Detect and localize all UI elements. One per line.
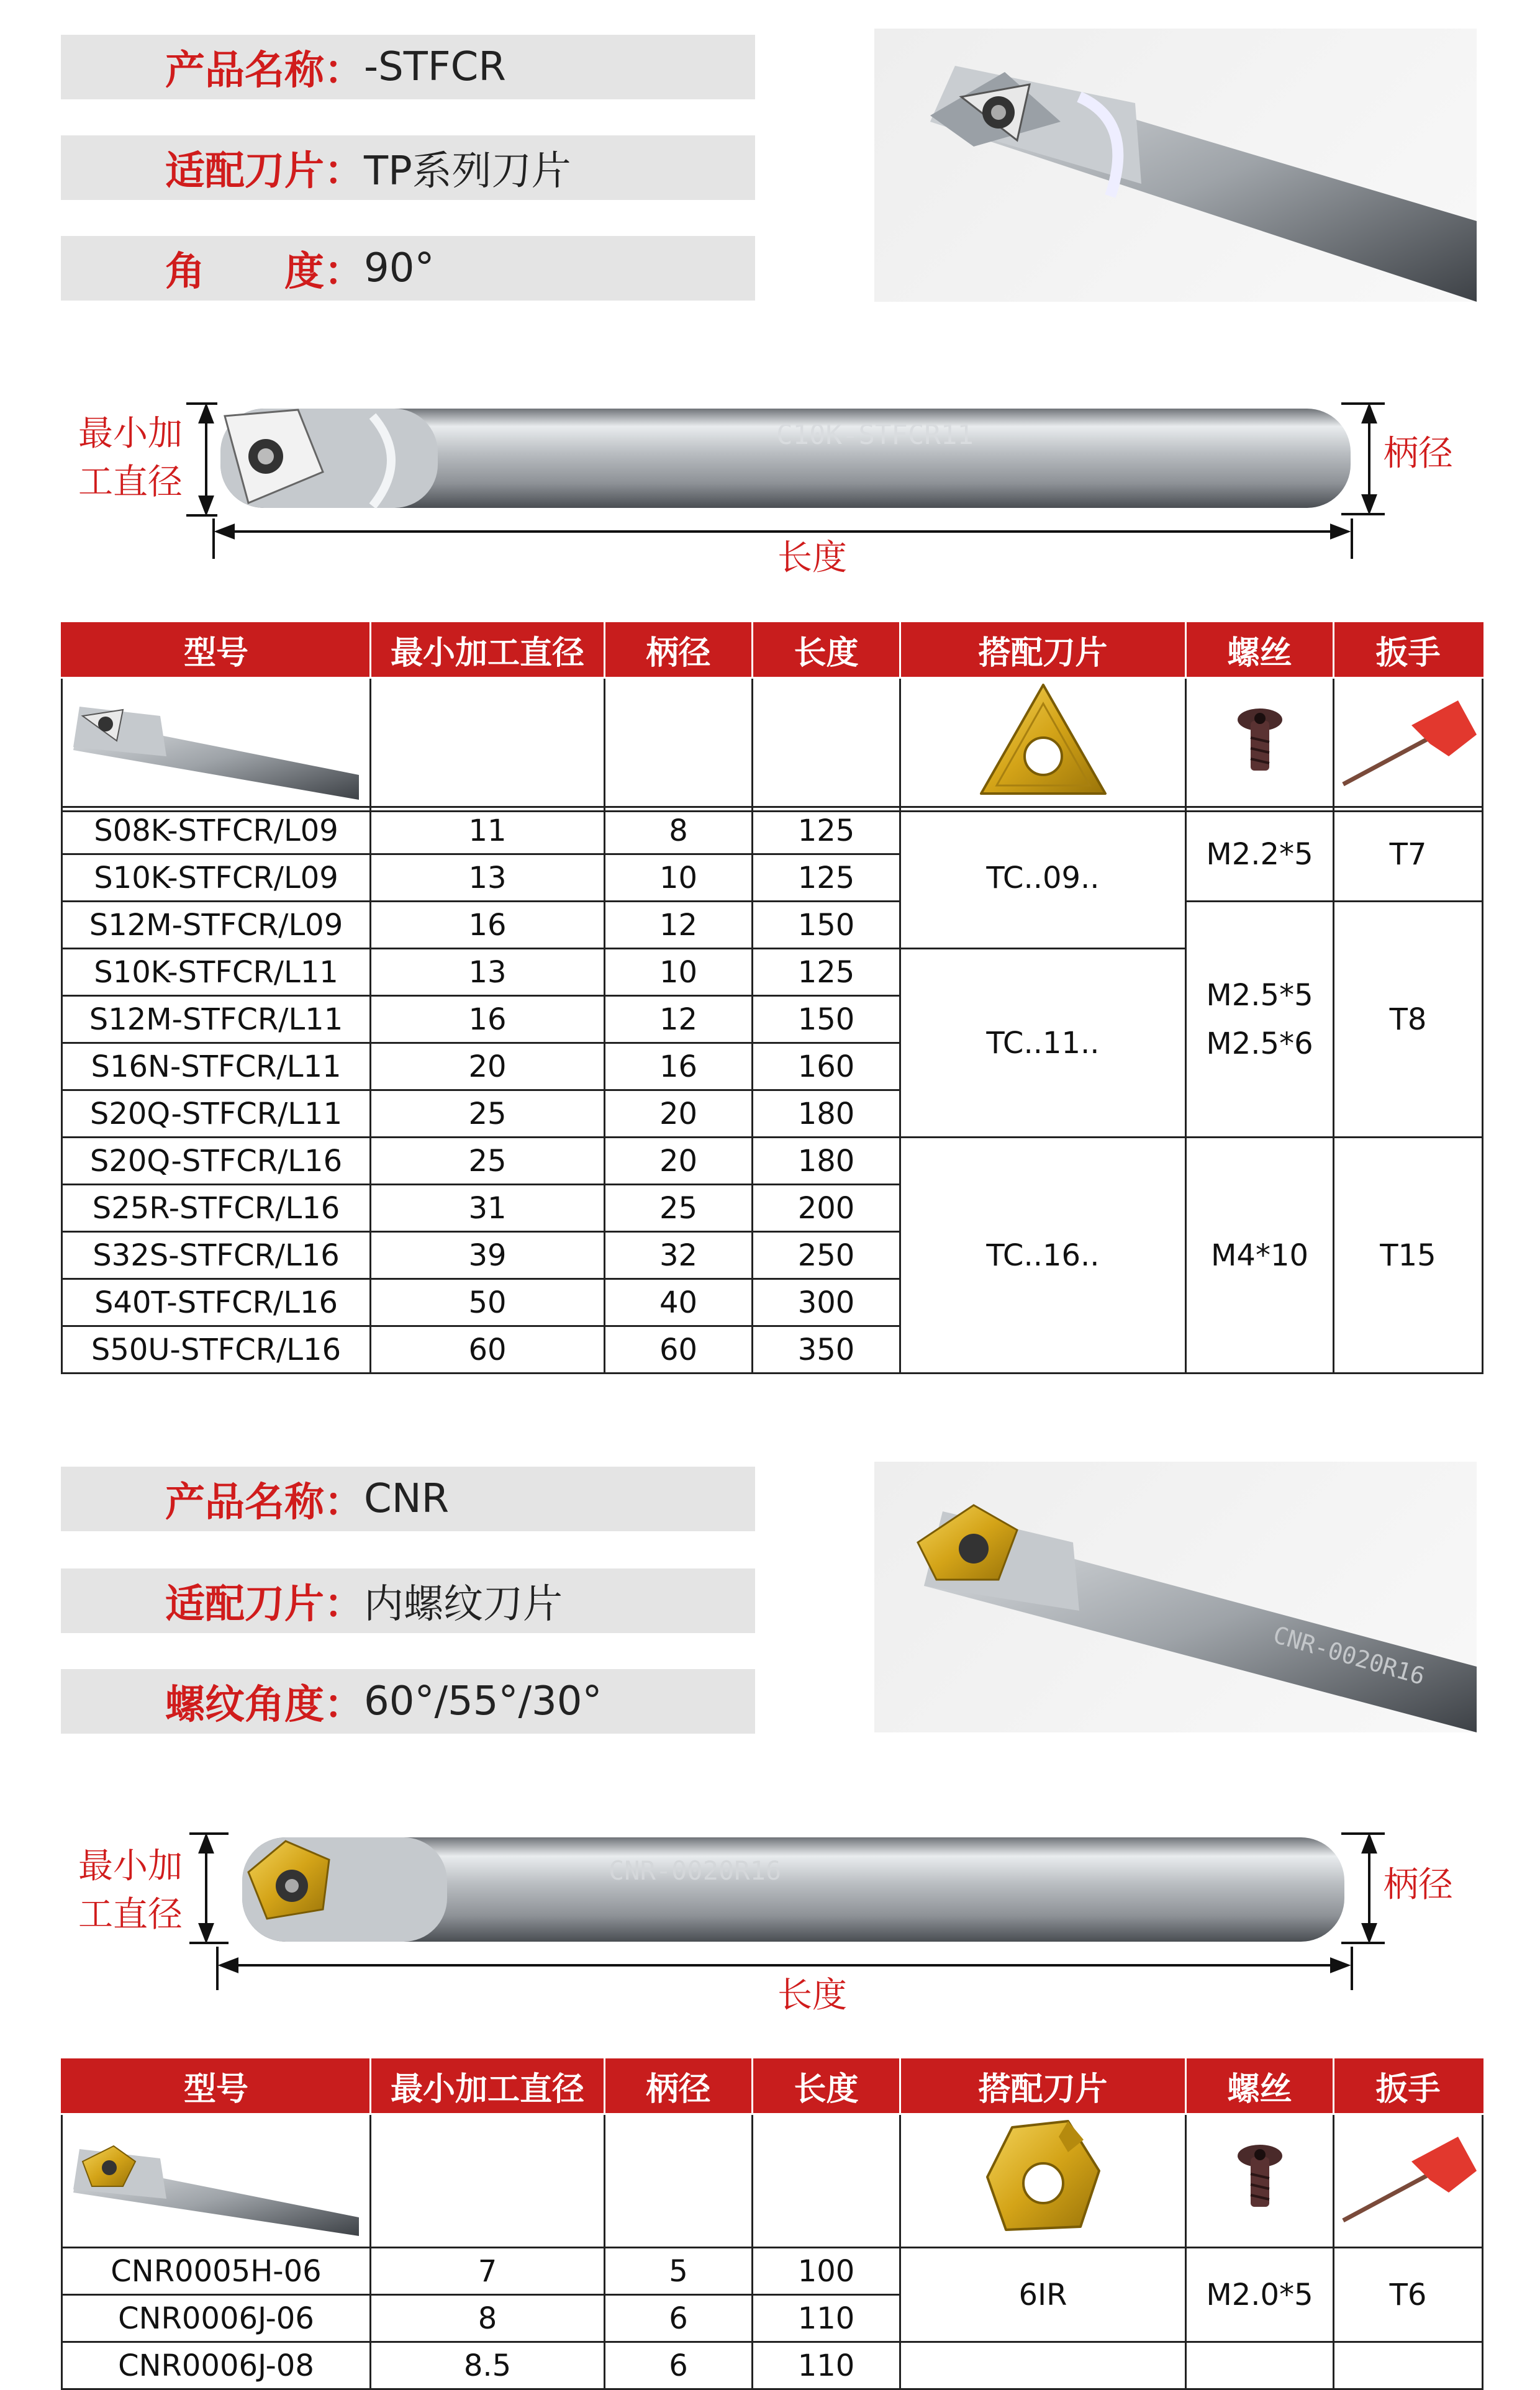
insert-image [900, 2114, 1186, 2248]
info-angle [61, 236, 755, 301]
table-header-row [62, 622, 1483, 678]
col-insert: 搭配刀片 [900, 622, 1186, 678]
shank-label: 柄径 [1384, 433, 1453, 474]
info-value: CNR [364, 1476, 450, 1522]
boring-bar-photo [874, 1462, 1477, 1732]
length-cell: 125 [753, 807, 900, 854]
model-cell: S10K-STFCR/L09 [62, 854, 371, 902]
screw-icon [1232, 704, 1288, 778]
table-header-row [62, 2058, 1483, 2114]
table-row [62, 2342, 1483, 2389]
screw-spec: M2.5*6 [1206, 1026, 1313, 1061]
info-thread-angle [61, 1669, 755, 1734]
info-value: 60°/55°/30° [364, 1678, 602, 1724]
bar-engraving: CNR-0020R16 [1270, 1621, 1428, 1691]
col-model: 型号 [62, 2058, 371, 2114]
model-cell: S25R-STFCR/L16 [62, 1185, 371, 1232]
length-label: 长度 [777, 538, 847, 578]
model-cell: S50U-STFCR/L16 [62, 1326, 371, 1374]
min-dia-cell: 31 [371, 1185, 605, 1232]
model-cell: S12M-STFCR/L11 [62, 996, 371, 1043]
col-length: 长度 [753, 2058, 900, 2114]
thread-insert-icon [975, 2115, 1112, 2239]
col-wrench: 扳手 [1334, 622, 1483, 678]
dimension-diagram [62, 1810, 1490, 2096]
model-cell: S08K-STFCR/L09 [62, 807, 371, 854]
length-cell: 180 [753, 1138, 900, 1185]
boring-bar-photo [67, 2118, 365, 2236]
min-dia-cell: 7 [371, 2248, 605, 2295]
info-product-name [61, 1467, 755, 1531]
shank-cell: 40 [605, 1279, 753, 1326]
insert-cell: 6IR [900, 2248, 1186, 2342]
screw-spec: M4*10 [1210, 1238, 1309, 1273]
model-cell: S10K-STFCR/L11 [62, 949, 371, 996]
shank-cell: 6 [605, 2342, 753, 2389]
spec-table-stfcr-data [61, 806, 1483, 1374]
info-label: 产品名称： [165, 1480, 364, 1526]
min-dia-cell: 25 [371, 1138, 605, 1185]
min-dia-cell: 39 [371, 1232, 605, 1279]
model-cell: S32S-STFCR/L16 [62, 1232, 371, 1279]
model-cell: CNR0006J-08 [62, 2342, 371, 2389]
length-cell: 300 [753, 1279, 900, 1326]
shank-cell: 32 [605, 1232, 753, 1279]
col-shank: 柄径 [605, 622, 753, 678]
col-shank: 柄径 [605, 2058, 753, 2114]
info-value: 内螺纹刀片 [364, 1582, 563, 1627]
screw-cell [1186, 1138, 1334, 1374]
col-screw: 螺丝 [1186, 622, 1334, 678]
screw-spec: M2.2*5 [1206, 836, 1313, 872]
col-screw: 螺丝 [1186, 2058, 1334, 2114]
torx-wrench-icon [1337, 688, 1480, 794]
info-label: 适配刀片： [165, 1582, 364, 1627]
screw-cell: M2.0*5 [1186, 2248, 1334, 2342]
length-cell: 110 [753, 2342, 900, 2389]
info-label: 产品名称： [165, 48, 364, 94]
min-dia-cell: 16 [371, 996, 605, 1043]
wrench-cell: T7 [1334, 807, 1483, 902]
triangle-insert-icon [975, 679, 1112, 803]
col-min-dia: 最小加工直径 [371, 2058, 605, 2114]
shank-label: 柄径 [1384, 1865, 1453, 1905]
col-length: 长度 [753, 622, 900, 678]
shank-cell: 10 [605, 949, 753, 996]
dimension-diagram [62, 379, 1490, 664]
insert-cell: TC..16.. [900, 1138, 1186, 1374]
length-label: 长度 [777, 1975, 847, 2016]
screw-spec: M2.5*5 [1206, 977, 1313, 1013]
screw-image [1186, 2114, 1334, 2248]
bar-thumbnail [62, 2114, 371, 2248]
length-cell: 150 [753, 996, 900, 1043]
insert-cell: TC..11.. [900, 949, 1186, 1138]
shank-cell: 25 [605, 1185, 753, 1232]
model-cell: S16N-STFCR/L11 [62, 1043, 371, 1090]
shank-cell: 6 [605, 2295, 753, 2342]
length-cell: 250 [753, 1232, 900, 1279]
torx-wrench-icon [1337, 2124, 1480, 2230]
bar-engraving: CNR-0020R16 [609, 1855, 782, 1886]
table-row [62, 2248, 1483, 2295]
min-dia-cell: 50 [371, 1279, 605, 1326]
length-cell: 150 [753, 902, 900, 949]
info-value: -STFCR [364, 44, 506, 90]
empty-cell [1186, 2342, 1334, 2389]
col-min-dia: 最小加工直径 [371, 622, 605, 678]
info-insert-type [61, 135, 755, 200]
col-insert: 搭配刀片 [900, 2058, 1186, 2114]
shank-cell: 20 [605, 1138, 753, 1185]
empty-cell [1334, 2342, 1483, 2389]
table-row [62, 807, 1483, 854]
shank-cell: 16 [605, 1043, 753, 1090]
bar-engraving: C10K-STFCR11 [776, 419, 974, 451]
length-cell: 180 [753, 1090, 900, 1138]
info-product-name [61, 35, 755, 99]
model-cell: S20Q-STFCR/L11 [62, 1090, 371, 1138]
model-cell: CNR0005H-06 [62, 2248, 371, 2295]
shank-cell: 8 [605, 807, 753, 854]
table-image-row [62, 678, 1483, 812]
spec-table-stfcr [61, 622, 1483, 812]
bar-thumbnail [62, 678, 371, 812]
shank-cell: 5 [605, 2248, 753, 2295]
min-dia-cell: 25 [371, 1090, 605, 1138]
length-cell: 200 [753, 1185, 900, 1232]
min-dia-cell: 16 [371, 902, 605, 949]
min-dia-cell: 60 [371, 1326, 605, 1374]
wrench-cell: T15 [1334, 1138, 1483, 1374]
screw-icon [1232, 2140, 1288, 2214]
min-dia-cell: 11 [371, 807, 605, 854]
min-dia-cell: 20 [371, 1043, 605, 1090]
min-dia-label: 最小加 工直径 [78, 414, 183, 502]
col-wrench: 扳手 [1334, 2058, 1483, 2114]
boring-bar-photo [67, 682, 365, 800]
screw-image [1186, 678, 1334, 812]
length-cell: 100 [753, 2248, 900, 2295]
model-cell: CNR0006J-06 [62, 2295, 371, 2342]
info-insert-type [61, 1568, 755, 1633]
spec-table-cnr [61, 2058, 1483, 2390]
wrench-cell: T8 [1334, 902, 1483, 1138]
min-dia-cell: 13 [371, 949, 605, 996]
length-cell: 125 [753, 854, 900, 902]
col-model: 型号 [62, 622, 371, 678]
table-image-row [62, 2114, 1483, 2248]
screw-cell [1186, 902, 1334, 1138]
min-dia-cell: 8.5 [371, 2342, 605, 2389]
min-dia-label: 最小加 工直径 [78, 1846, 183, 1935]
shank-cell: 60 [605, 1326, 753, 1374]
screw-cell [1186, 807, 1334, 902]
info-label: 角 度： [165, 249, 364, 295]
info-value: 90° [364, 245, 435, 291]
model-cell: S40T-STFCR/L16 [62, 1279, 371, 1326]
shank-cell: 20 [605, 1090, 753, 1138]
shank-cell: 12 [605, 996, 753, 1043]
info-label: 螺纹角度： [165, 1682, 364, 1728]
insert-image [900, 678, 1186, 812]
shank-cell: 12 [605, 902, 753, 949]
shank-cell: 10 [605, 854, 753, 902]
wrench-image [1334, 2114, 1483, 2248]
table-row [62, 902, 1483, 949]
model-cell: S12M-STFCR/L09 [62, 902, 371, 949]
min-dia-cell: 8 [371, 2295, 605, 2342]
length-cell: 350 [753, 1326, 900, 1374]
table-row [62, 1138, 1483, 1185]
insert-cell: TC..09.. [900, 807, 1186, 949]
length-cell: 160 [753, 1043, 900, 1090]
min-dia-cell: 13 [371, 854, 605, 902]
empty-cell [900, 2342, 1186, 2389]
wrench-cell: T6 [1334, 2248, 1483, 2342]
model-cell: S20Q-STFCR/L16 [62, 1138, 371, 1185]
boring-bar-photo [874, 29, 1477, 302]
length-cell: 110 [753, 2295, 900, 2342]
info-value: TP系列刀片 [364, 148, 571, 194]
info-label: 适配刀片： [165, 148, 364, 194]
wrench-image [1334, 678, 1483, 812]
length-cell: 125 [753, 949, 900, 996]
